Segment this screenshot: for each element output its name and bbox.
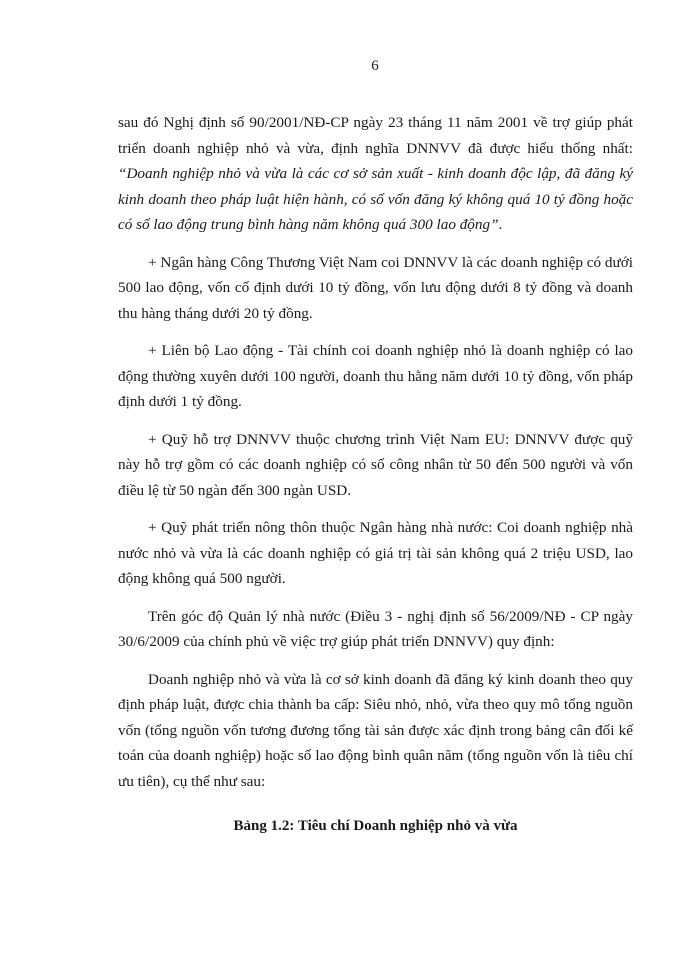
table-title: Bảng 1.2: Tiêu chí Doanh nghiệp nhỏ và vừa [233,818,518,834]
paragraph-vietinbank: + Ngân hàng Công Thương Việt Nam coi DNNVV là các doanh nghiệp có dưới 500 lao động, vốn cố định dưới 10 tỷ đồng, vốn lưu động dưới 8 tỷ đồng và doanh thu hàng tháng dưới 20 tỷ đồng. [118,253,633,322]
paragraph-state-management: Trên góc độ Quản lý nhà nước (Điều 3 - nghị định số 56/2009/NĐ - CP ngày 30/6/2009 của chính phủ về việc trợ giúp phát triển DNNVV) quy định: [118,607,633,650]
quoted-definition: “Doanh nghiệp nhỏ và vừa là các cơ sở sản xuất - kinh doanh độc lập, đã đăng ký kinh doanh theo pháp luật hiện hành, có số vốn đăng ký không quá 10 tỷ đồng hoặc có số lao động trung bình hàng năm không quá 300 lao động” [118,165,633,233]
document-body [118,110,633,806]
paragraph-eu-fund: + Quỹ hỗ trợ DNNVV thuộc chương trình Việt Nam EU: DNNVV được quỹ này hỗ trợ gồm có các doanh nghiệp có số công nhân từ 50 đến 500 người và vốn điều lệ từ 50 ngàn đến 300 ngàn USD. [118,430,633,499]
paragraph-text: sau đó Nghị định số 90/2001/NĐ-CP ngày 23 tháng 11 năm 2001 về trợ giúp phát triển doanh nghiệp nhỏ và vừa, định nghĩa DNNVV đã được hiểu thống nhất: [118,114,633,157]
page-number: 6 [371,58,379,74]
paragraph-rural-fund: + Quỹ phát triển nông thôn thuộc Ngân hàng nhà nước: Coi doanh nghiệp nhà nước nhỏ và vừa là các doanh nghiệp có giá trị tài sản không quá 2 triệu USD, lao động không quá 500 người. [118,519,633,587]
paragraph-labor-finance: + Liên bộ Lao động - Tài chính coi doanh nghiệp nhỏ là doanh nghiệp có lao động thường xuyên dưới 100 người, doanh thu hằng năm dưới 10 tỷ đồng, vốn pháp định dưới 1 tỷ đồng. [118,342,633,410]
paragraph-sme-definition: Doanh nghiệp nhỏ và vừa là cơ sở kinh doanh đã đăng ký kinh doanh theo quy định pháp luật, được chia thành ba cấp: Siêu nhỏ, nhỏ, vừa theo quy mô tổng nguồn vốn (tổng nguồn vốn tương đương tổng tài sản được xác định trong bảng cân đối kế toán của doanh nghiệp) hoặc số lao động bình quân năm (tổng nguồn vốn là tiêu chí ưu tiên), cụ thể như sau: [118,670,633,790]
paragraph-end: . [498,216,503,233]
paragraph-decree-definition [118,110,633,238]
